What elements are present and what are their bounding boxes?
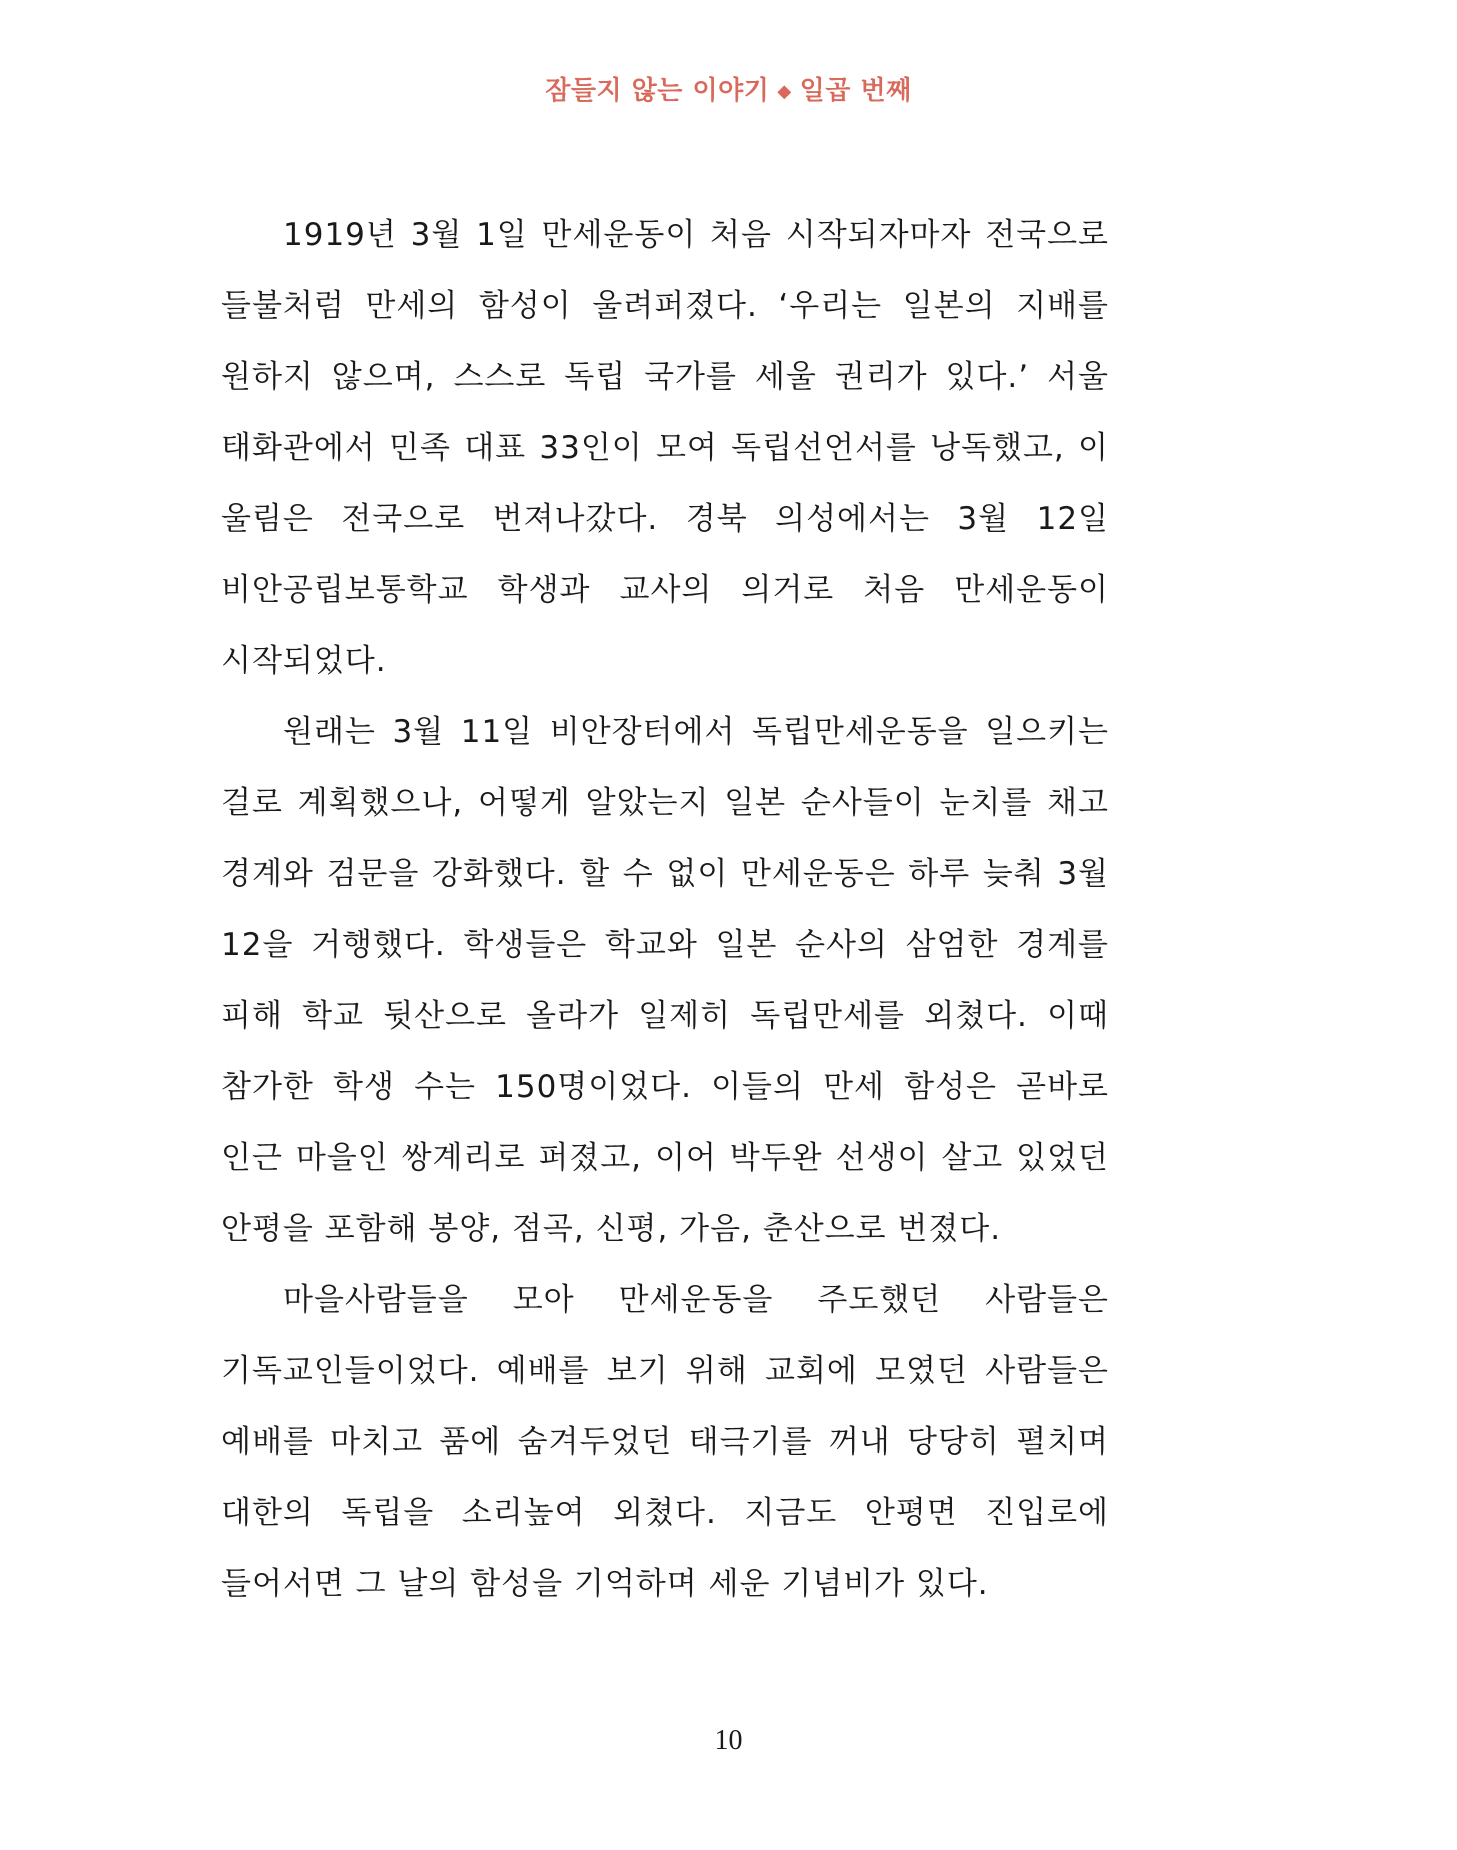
running-header bbox=[0, 70, 1457, 107]
book-title: 잠들지 않는 이야기 bbox=[545, 76, 770, 106]
body-text bbox=[221, 200, 1109, 1620]
diamond-separator-icon: ◆ bbox=[777, 81, 792, 102]
paragraph-1: 1919년 3월 1일 만세운동이 처음 시작되자마자 전국으로 들불처럼 만세의 함성이 울려퍼졌다. ‘우리는 일본의 지배를 원하지 않으며, 스스로 독립 국가를 세울 권리가 있다.’ 서울 태화관에서 민족 대표 33인이 모여 독립선언서를 낭독했고, 이 울림은 전국으로 번져나갔다. 경북 의성에서는 3월 12일 비안공립보통학교 학생과 교사의 의거로 처음 만세운동이 시작되었다. bbox=[221, 217, 1109, 679]
chapter-label: 일곱 번째 bbox=[799, 76, 912, 106]
page-number: 10 bbox=[714, 1725, 743, 1756]
paragraph-3: 마을사람들을 모아 만세운동을 주도했던 사람들은 기독교인들이었다. 예배를 보기 위해 교회에 모였던 사람들은 예배를 마치고 품에 숨겨두었던 태극기를 꺼내 당당히 펼치며 대한의 독립을 소리높여 외쳤다. 지금도 안평면 진입로에 들어서면 그 날의 함성을 기억하며 세운 기념비가 있다. bbox=[221, 1282, 1109, 1602]
paragraph-2: 원래는 3월 11일 비안장터에서 독립만세운동을 일으키는 걸로 계획했으나, 어떻게 알았는지 일본 순사들이 눈치를 채고 경계와 검문을 강화했다. 할 수 없이 만세운동은 하루 늦춰 3월 12을 거행했다. 학생들은 학교와 일본 순사의 삼엄한 경계를 피해 학교 뒷산으로 올라가 일제히 독립만세를 외쳤다. 이때 참가한 학생 수는 150명이었다. 이들의 만세 함성은 곧바로 인근 마을인 쌍계리로 퍼졌고, 이어 박두완 선생이 살고 있었던 안평을 포함해 봉양, 점곡, 신평, 가음, 춘산으로 번졌다. bbox=[221, 714, 1109, 1247]
